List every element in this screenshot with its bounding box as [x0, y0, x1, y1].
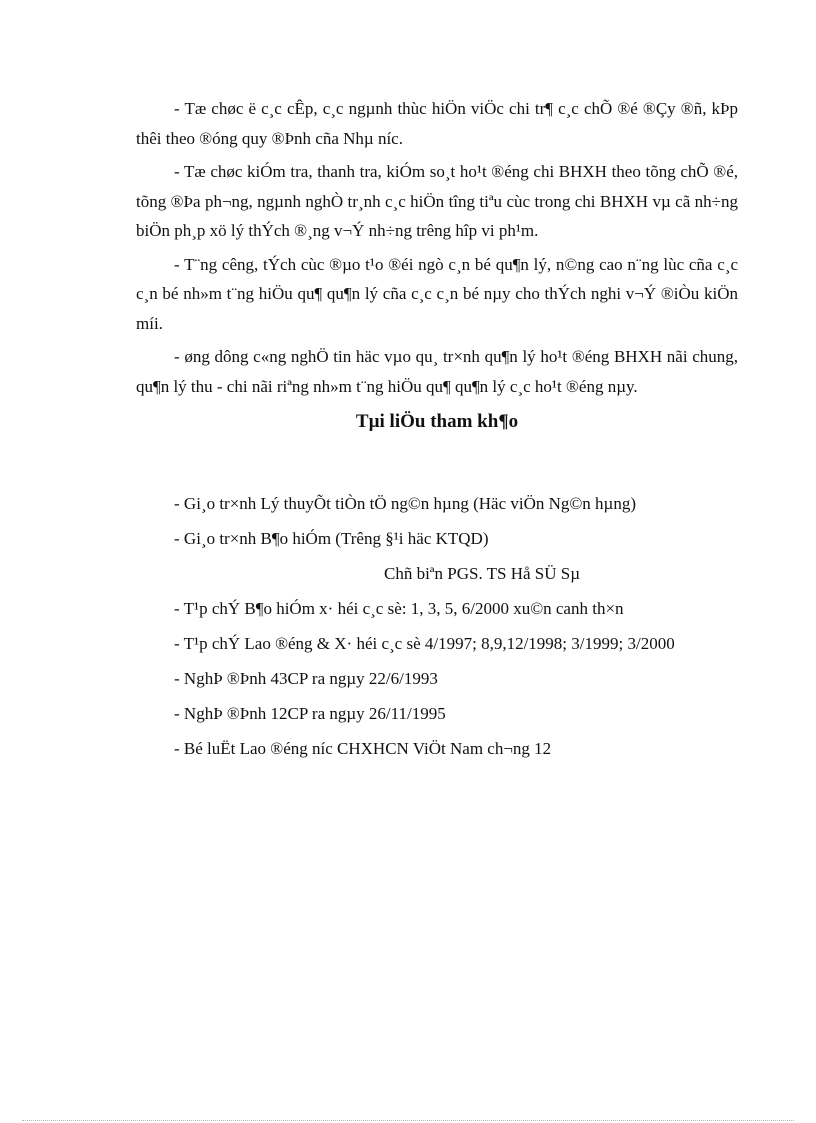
page-content	[136, 94, 738, 769]
body-paragraph-3: - T¨ng cêng, tÝch cùc ®µo t¹o ®éi ngò c¸n bé qu¶n lý, n©ng cao n¨ng lùc cña c¸c c¸n bé nh»m t¨ng hiÖu qu¶ qu¶n lý cña c¸c c¸n bé nµy cho thÝch nghi v¬Ý ®iÒu kiÖn míi.	[136, 254, 738, 333]
reference-item: - Gi¸o tr×nh Lý thuyÕt tiÒn tÖ ng©n hµng (Häc viÖn Ng©n hµng)	[174, 494, 637, 513]
page-bottom-divider	[22, 1120, 794, 1121]
reference-item: - T¹p chÝ Lao ®éng & X· héi c¸c sè 4/1997; 8,9,12/1998; 3/1999; 3/2000	[174, 634, 675, 653]
reference-item: - Gi¸o tr×nh B¶o hiÓm (Trêng §¹i häc KTQD)	[174, 529, 489, 548]
references-list	[136, 489, 738, 763]
body-paragraph-1: - Tæ chøc ë c¸c cÊp, c¸c ngµnh thùc hiÖn viÖc chi tr¶ c¸c chÕ ®é ®Çy ®ñ, kÞp thêi theo ®óng quy ®Þnh cña Nhµ níc.	[136, 99, 738, 148]
reference-item: - NghÞ ®Þnh 12CP ra ngµy 26/11/1995	[174, 704, 446, 723]
body-paragraph-4: - øng dông c«ng nghÖ tin häc vµo qu¸ tr×nh qu¶n lý ho¹t ®éng BHXH nãi chung, qu¶n lý thu - chi nãi riªng nh»m t¨ng hiÖu qu¶ qu¶n lý c¸c ho¹t ®éng nµy.	[136, 347, 738, 396]
references-heading: Tµi liÖu tham kh¶o	[355, 411, 519, 432]
body-paragraph-2: - Tæ chøc kiÓm tra, thanh tra, kiÓm so¸t ho¹t ®éng chi BHXH theo tõng chÕ ®é, tõng ®Þa ph¬ng, ngµnh nghÒ tr¸nh c¸c hiÖn tîng tiªu cùc trong chi BHXH vµ cã nh÷ng biÖn ph¸p xö lý thÝch ®¸ng v¬Ý nh÷ng trêng hîp vi ph¹m.	[136, 162, 738, 240]
reference-item: - NghÞ ®Þnh 43CP ra ngµy 22/6/1993	[174, 669, 438, 688]
reference-item: - Bé luËt Lao ®éng níc CHXHCN ViÖt Nam ch¬ng 12	[174, 739, 552, 758]
reference-editor-line: Chñ biªn PGS. TS Hå SÜ Sµ	[384, 564, 581, 583]
reference-item: - T¹p chÝ B¶o hiÓm x· héi c¸c sè: 1, 3, 5, 6/2000 xu©n canh th×n	[174, 599, 624, 618]
